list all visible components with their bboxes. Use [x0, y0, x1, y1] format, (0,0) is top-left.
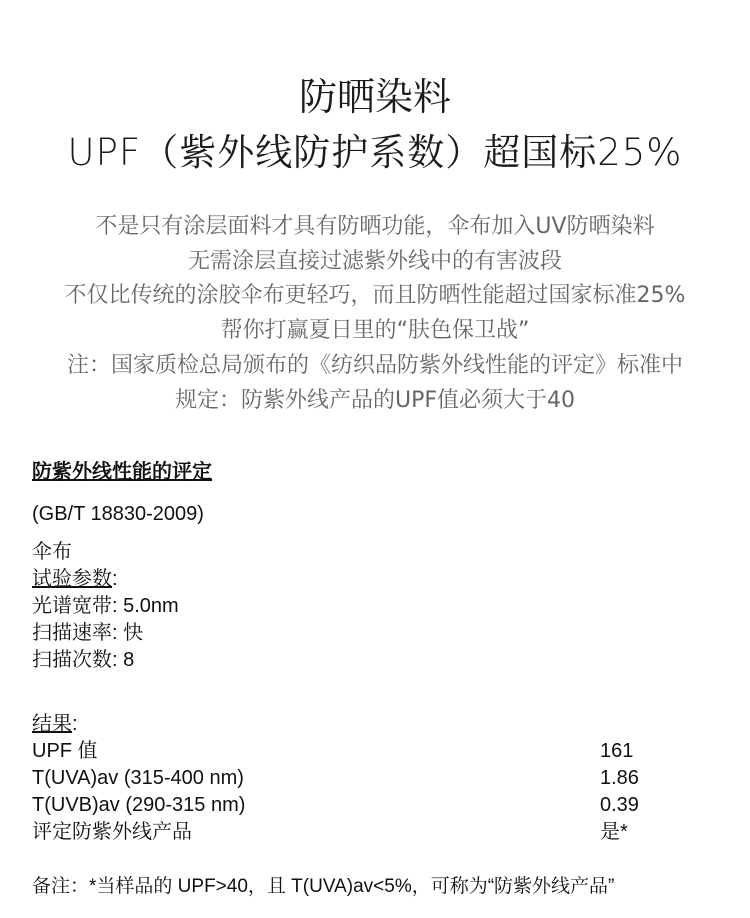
param-row: 光谱宽带: 5.0nm — [32, 595, 179, 617]
result-value: 1.86 — [600, 767, 639, 789]
results-heading — [32, 711, 722, 738]
result-value: 是* — [600, 821, 628, 843]
results-label: 结果 — [32, 713, 72, 735]
result-value: 161 — [600, 740, 634, 762]
intro-line: 不仅比传统的涂胶伞布更轻巧，而且防晒性能超过国家标准25% — [64, 283, 686, 309]
test-params-block — [32, 539, 722, 674]
spec-heading: 防紫外线性能的评定 — [32, 461, 212, 483]
result-value: 0.39 — [600, 794, 639, 816]
param-row: 扫描速率: 快 — [32, 622, 144, 644]
test-params-label: 试验参数 — [32, 568, 112, 590]
page-subtitle: UPF（紫外线防护系数）超国标25% — [67, 131, 683, 174]
results-colon: : — [72, 713, 78, 735]
page-title: 防晒染料 — [298, 75, 451, 119]
result-row — [32, 819, 722, 846]
result-label: T(UVB)av (290-315 nm) — [32, 794, 246, 816]
intro-line: 不是只有涂层面料才具有防晒功能，伞布加入UV防晒染料 — [95, 214, 655, 239]
intro-line: 无需涂层直接过滤紫外线中的有害波段 — [187, 248, 562, 274]
intro-line: 帮你打赢夏日里的“肤色保卫战” — [220, 318, 530, 344]
result-label: UPF 值 — [32, 740, 98, 762]
result-row — [32, 738, 722, 765]
intro-line: 注：国家质检总局颁布的《纺织品防紫外线性能的评定》标准中 — [66, 352, 683, 378]
param-value: 8 — [123, 649, 135, 671]
spec-section — [32, 457, 722, 487]
sample-name: 伞布 — [32, 541, 72, 563]
sample-line — [32, 539, 722, 566]
param-label: 扫描速率 — [32, 622, 112, 644]
result-row — [32, 792, 722, 819]
results-block — [32, 711, 722, 846]
param-row: 扫描次数: 8 — [32, 649, 135, 671]
standard-line — [32, 500, 722, 528]
intro-line: 规定：防紫外线产品的UPF值必须大于40 — [174, 387, 576, 413]
standard-code: (GB/T 18830-2009) — [32, 503, 204, 525]
test-params-heading — [32, 566, 722, 593]
param-value: 快 — [123, 622, 144, 644]
intro-paragraph — [0, 210, 750, 418]
param-label: 光谱宽带 — [32, 595, 112, 617]
result-row — [32, 765, 722, 792]
param-value: 5.0nm — [123, 595, 179, 617]
param-label: 扫描次数 — [32, 649, 112, 671]
result-label: T(UVA)av (315-400 nm) — [32, 767, 244, 789]
test-params-colon: : — [112, 568, 118, 590]
result-label: 评定防紫外线产品 — [32, 821, 192, 843]
footnote: 备注：*当样品的 UPF>40，且 T(UVA)av<5%，可称为“防紫外线产品” — [32, 876, 615, 897]
